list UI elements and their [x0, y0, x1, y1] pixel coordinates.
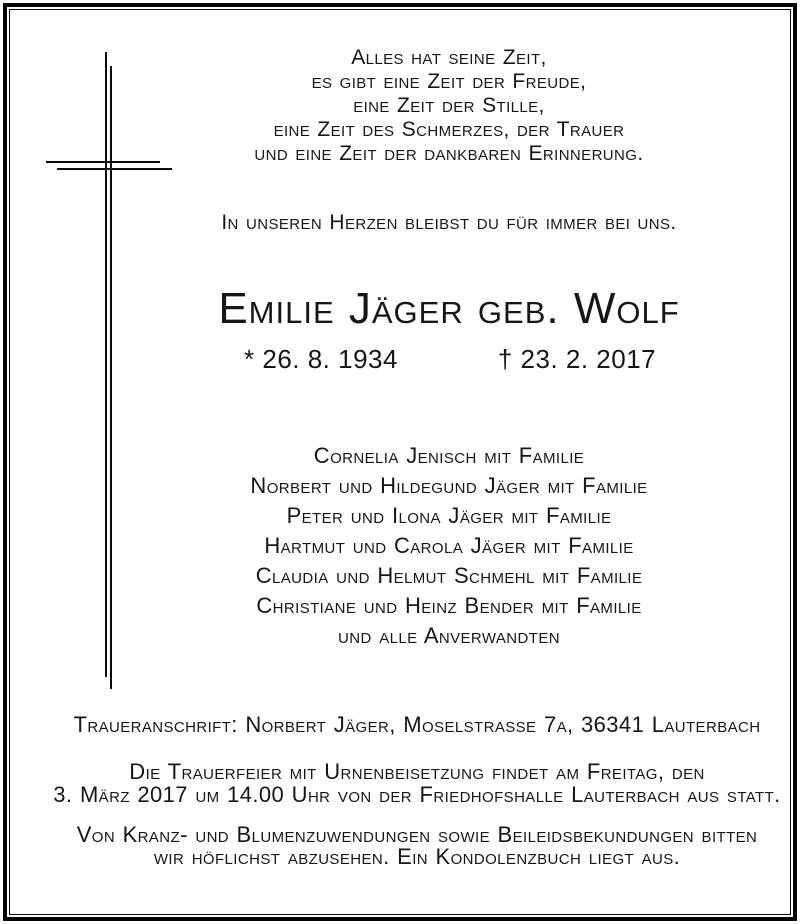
deceased-name: Emilie Jäger geb. Wolf: [218, 284, 680, 333]
birth-date: * 26. 8. 1934: [244, 344, 398, 374]
condolence-line: wir höflichst abzusehen. Ein Kondolenzbuch liegt aus.: [153, 844, 681, 869]
life-dates-row: [193, 344, 705, 374]
mourner-line: Cornelia Jenisch mit Familie: [313, 443, 585, 468]
mourner-line: Peter und Ilona Jäger mit Familie: [286, 503, 612, 528]
opening-verse: [108, 46, 790, 166]
mourner-line: Claudia und Helmut Schmehl mit Familie: [255, 563, 643, 588]
cross-horizontal-line: [57, 168, 172, 170]
funeral-line: Die Trauerfeier mit Urnenbeisetzung findet am Freitag, den: [129, 759, 705, 784]
condolence-note: [44, 824, 790, 868]
verse-line: eine Zeit der Stille,: [353, 94, 545, 117]
tribute-line: In unseren Herzen bleibst du für immer bei uns.: [221, 211, 677, 234]
mourning-address-line: Traueranschrift: Norbert Jäger, Moselstrasse 7a, 36341 Lauterbach: [73, 712, 761, 737]
funeral-line: 3. März 2017 um 14.00 Uhr von der Friedhofshalle Lauterbach aus statt.: [53, 782, 781, 807]
cross-vertical-line: [105, 52, 107, 677]
mourners-list: [108, 441, 790, 651]
verse-line: Alles hat seine Zeit,: [351, 46, 547, 69]
verse-line: und eine Zeit der dankbaren Erinnerung.: [254, 142, 644, 165]
verse-line: eine Zeit des Schmerzes, der Trauer: [273, 118, 625, 141]
mourner-line: Hartmut und Carola Jäger mit Familie: [264, 533, 634, 558]
mourner-line: Norbert und Hildegund Jäger mit Familie: [250, 473, 648, 498]
funeral-info: [44, 760, 790, 806]
verse-line: es gibt eine Zeit der Freude,: [311, 70, 587, 93]
mourner-line: Christiane und Heinz Bender mit Familie: [256, 593, 642, 618]
condolence-line: Von Kranz- und Blumenzuwendungen sowie Beileidsbekundungen bitten: [76, 822, 758, 847]
death-date: † 23. 2. 2017: [497, 344, 657, 374]
mourner-line: und alle Anverwandten: [338, 623, 560, 648]
